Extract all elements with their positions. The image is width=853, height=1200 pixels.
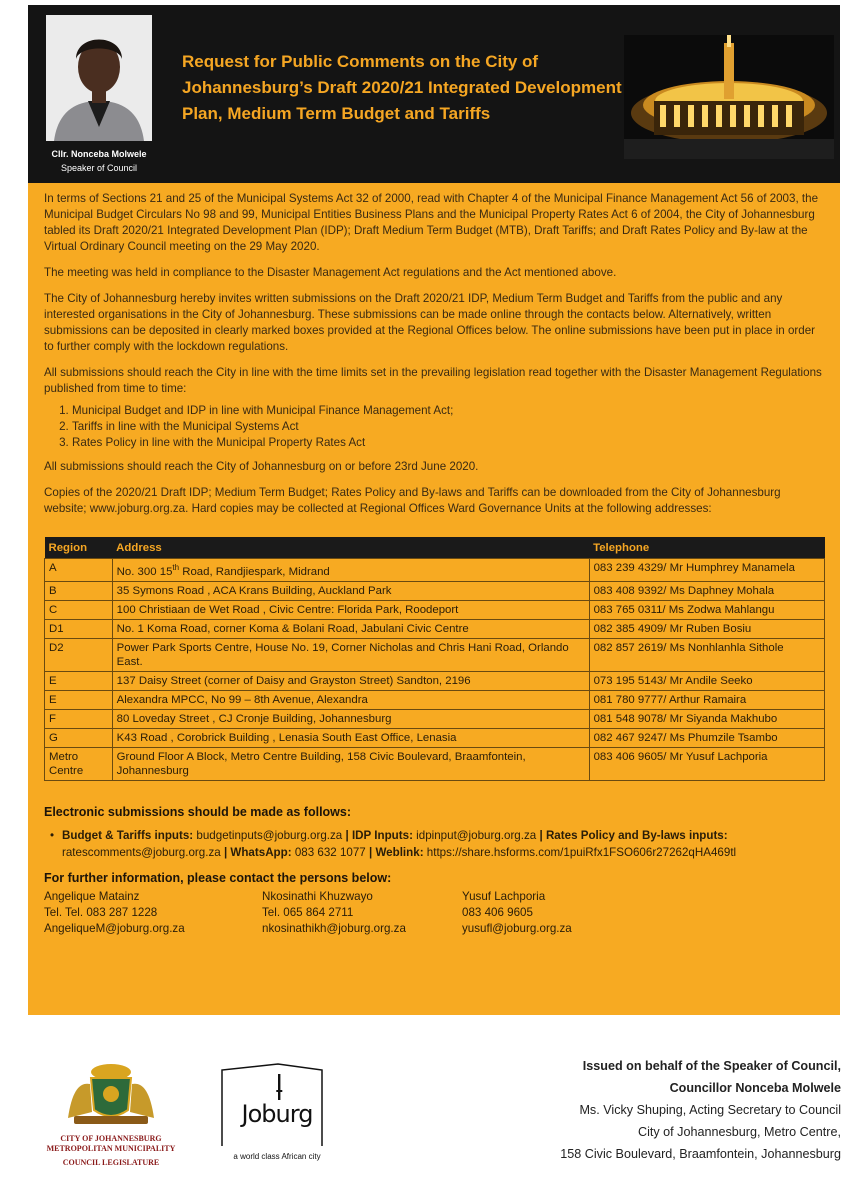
- speaker-name: Cllr. Nonceba Molwele: [51, 149, 147, 159]
- address-cell: Power Park Sports Centre, House No. 19, Corner Nicholas and Chris Hani Road, Orlando East.: [112, 638, 589, 671]
- whatsapp-label: WhatsApp:: [230, 846, 292, 859]
- region-cell: E: [45, 671, 113, 690]
- contact-card: [44, 889, 185, 937]
- address-cell: K43 Road , Corobrick Building , Lenasia South East Office, Lenasia: [112, 728, 589, 747]
- contact-tel: Tel. Tel. 083 287 1228: [44, 906, 158, 919]
- region-cell: Metro Centre: [45, 747, 113, 780]
- telephone-cell: 081 780 9777/ Arthur Ramaira: [589, 690, 824, 709]
- address-cell: Alexandra MPCC, No 99 – 8th Avenue, Alexandra: [112, 690, 589, 709]
- telephone-cell: 081 548 9078/ Mr Siyanda Makhubo: [589, 709, 824, 728]
- address-cell: No. 300 15th Road, Randjiespark, Midrand: [112, 559, 589, 582]
- table-row: [45, 671, 825, 690]
- table-row: [45, 690, 825, 709]
- address-cell: Ground Floor A Block, Metro Centre Building, 158 Civic Boulevard, Braamfontein, Johannesburg: [112, 747, 589, 780]
- issued-by-block: [421, 1055, 841, 1165]
- weblink-link[interactable]: https://share.hsforms.com/1puiRfx1FSO606r27262qHA469tl: [426, 846, 737, 859]
- budget-email-link[interactable]: budgetinputs@joburg.org.za: [196, 829, 343, 842]
- telephone-cell: 083 408 9392/ Ms Daphney Mohala: [589, 581, 824, 600]
- telephone-cell: 083 406 9605/ Mr Yusuf Lachporia: [589, 747, 824, 780]
- header-telephone: Telephone: [589, 537, 824, 559]
- table-row: [45, 709, 825, 728]
- table-row: [45, 559, 825, 582]
- address-cell: 80 Loveday Street , CJ Cronje Building, Johannesburg: [112, 709, 589, 728]
- issued-line5: 158 Civic Boulevard, Braamfontein, Johannesburg: [560, 1147, 841, 1161]
- paragraph-2: The meeting was held in compliance to the Disaster Management Act regulations and the Act mentioned above.: [44, 266, 617, 279]
- coat-of-arms-logo: [46, 1060, 176, 1170]
- contact-card: [262, 889, 406, 937]
- coat-of-arms-icon: [46, 1060, 176, 1128]
- table-row: [45, 638, 825, 671]
- rates-label: Rates Policy and By-laws inputs:: [545, 829, 728, 842]
- issued-line4: City of Johannesburg, Metro Centre,: [637, 1125, 841, 1139]
- telephone-cell: 073 195 5143/ Mr Andile Seeko: [589, 671, 824, 690]
- contact-card: [462, 889, 572, 937]
- list-item: 2. Tariffs in line with the Municipal Systems Act: [72, 419, 824, 435]
- telephone-cell: 083 765 0311/ Ms Zodwa Mahlangu: [589, 600, 824, 619]
- further-information: [44, 871, 834, 935]
- table-row: [45, 581, 825, 600]
- logo-line3: COUNCIL LEGISLATURE: [62, 1158, 160, 1167]
- contact-email[interactable]: nkosinathikh@joburg.org.za: [262, 922, 406, 935]
- region-cell: E: [45, 690, 113, 709]
- region-cell: B: [45, 581, 113, 600]
- rates-email-link[interactable]: ratescomments@joburg.org.za: [62, 846, 221, 859]
- list-item: 3. Rates Policy in line with the Municipal Property Rates Act: [72, 435, 824, 451]
- body-text: [44, 191, 824, 527]
- address-cell: 137 Daisy Street (corner of Daisy and Grayston Street) Sandton, 2196: [112, 671, 589, 690]
- logo-line2: METROPOLITAN MUNICIPALITY: [46, 1144, 176, 1153]
- paragraph-5: All submissions should reach the City of Johannesburg on or before 23rd June 2020.: [44, 460, 479, 473]
- contact-email[interactable]: yusufl@joburg.org.za: [462, 922, 572, 935]
- regional-offices-table: [44, 537, 825, 781]
- weblink-label: Weblink:: [375, 846, 424, 859]
- budget-label: Budget & Tariffs inputs:: [62, 829, 194, 842]
- table-header-row: [45, 537, 825, 559]
- content-panel: [28, 183, 840, 1015]
- joburg-wordmark: Joburg: [241, 1100, 313, 1128]
- telephone-cell: 082 857 2619/ Ms Nonhlanhla Sithole: [589, 638, 824, 671]
- paragraph-3: The City of Johannesburg hereby invites written submissions on the Draft 2020/21 IDP, Medium Term Budget and Tariffs from the public and any interested organisations in the City of Johannesburg. These submissions can be made online through the contacts below. Alternatively, written submissions can be deposited in clearly marked boxes provided at the Regional Offices below. The online submissions have been put in place in order to further comply with the lockdown regulations.: [44, 292, 816, 353]
- region-cell: D1: [45, 619, 113, 638]
- contact-name: Angelique Matainz: [44, 890, 140, 903]
- idp-email-link[interactable]: idpinput@joburg.org.za: [416, 829, 537, 842]
- contact-tel: 083 406 9605: [462, 906, 533, 919]
- speaker-role: Speaker of Council: [60, 163, 138, 173]
- telephone-cell: 083 239 4329/ Mr Humphrey Manamela: [589, 559, 824, 582]
- contact-tel: Tel. 065 864 2711: [262, 906, 354, 919]
- region-cell: F: [45, 709, 113, 728]
- issued-line2: Councillor Nonceba Molwele: [669, 1081, 841, 1095]
- idp-label: IDP Inputs:: [351, 829, 413, 842]
- electronic-submissions: [44, 805, 834, 861]
- list-item: 1. Municipal Budget and IDP in line with Municipal Finance Management Act;: [72, 403, 824, 419]
- region-cell: C: [45, 600, 113, 619]
- table-row: [45, 728, 825, 747]
- issued-line3: Ms. Vicky Shuping, Acting Secretary to Council: [579, 1103, 841, 1117]
- contact-name: Nkosinathi Khuzwayo: [262, 890, 373, 903]
- issued-line1: Issued on behalf of the Speaker of Council,: [582, 1059, 841, 1073]
- header-region: Region: [45, 537, 113, 559]
- electronic-bullet: • Budget & Tariffs inputs: budgetinputs@joburg.org.za | IDP Inputs: idpinput@joburg.org.za | Rates Policy and By-laws inputs: ratescomments@joburg.org.za | WhatsApp: 083 632 1077 | Weblink: https://share.hsforms.com/1puiRfx1FSO606r27262qHA469tl: [44, 827, 834, 861]
- header-banner: [28, 5, 840, 183]
- whatsapp-number[interactable]: 083 632 1077: [294, 846, 366, 859]
- region-cell: A: [45, 559, 113, 582]
- contact-name: Yusuf Lachporia: [462, 890, 546, 903]
- paragraph-6: Copies of the 2020/21 Draft IDP; Medium Term Budget; Rates Policy and By-laws and Tariffs can be downloaded from the City of Johannesburg website; www.joburg.org.za. Hard copies may be collected at Regional Offices Ward Governance Units at the following addresses:: [44, 486, 781, 515]
- address-cell: 35 Symons Road , ACA Krans Building, Auckland Park: [112, 581, 589, 600]
- further-heading: For further information, please contact the persons below:: [44, 871, 392, 885]
- paragraph-1: In terms of Sections 21 and 25 of the Municipal Systems Act 32 of 2000, read with Chapter 4 of the Municipal Finance Management Act 56 of 2003, the Municipal Budget Circulars No 98 and 99, Municipal Entities Business Plans and the Municipal Property Rates Act 6 of 2004, the City of Johannesburg tabled its Draft 2020/21 Integrated Development Plan (IDP); Draft Medium Term Budget (MTB), Draft Tariffs; and Draft Rates Policy and By-law at the Virtual Ordinary Council meeting on the 29 May 2020.: [44, 192, 819, 253]
- contact-email[interactable]: AngeliqueM@joburg.org.za: [44, 922, 185, 935]
- logo-line1: CITY OF JOHANNESBURG: [60, 1134, 162, 1143]
- electronic-heading: Electronic submissions should be made as follows:: [44, 805, 352, 819]
- speaker-photo: [46, 15, 152, 141]
- region-cell: D2: [45, 638, 113, 671]
- address-cell: 100 Christiaan de Wet Road , Civic Centre: Florida Park, Roodeport: [112, 600, 589, 619]
- submission-list: [44, 403, 824, 451]
- address-cell: No. 1 Koma Road, corner Koma & Bolani Road, Jabulani Civic Centre: [112, 619, 589, 638]
- joburg-tagline: a world class African city: [233, 1152, 321, 1161]
- paragraph-4: All submissions should reach the City in line with the time limits set in the prevailing legislation read together with the Disaster Management Regulations published from time to time:: [44, 366, 822, 395]
- region-cell: G: [45, 728, 113, 747]
- telephone-cell: 082 385 4909/ Mr Ruben Bosiu: [589, 619, 824, 638]
- page-title: Request for Public Comments on the City of Johannesburg’s Draft 2020/21 Integrated Development Plan, Medium Term Budget and Tariffs: [182, 52, 622, 123]
- table-row: [45, 600, 825, 619]
- joburg-logo: [218, 1060, 336, 1164]
- table-row: [45, 619, 825, 638]
- metro-centre-building-image: [624, 35, 834, 159]
- telephone-cell: 082 467 9247/ Ms Phumzile Tsambo: [589, 728, 824, 747]
- table-row: [45, 747, 825, 780]
- header-address: Address: [112, 537, 589, 559]
